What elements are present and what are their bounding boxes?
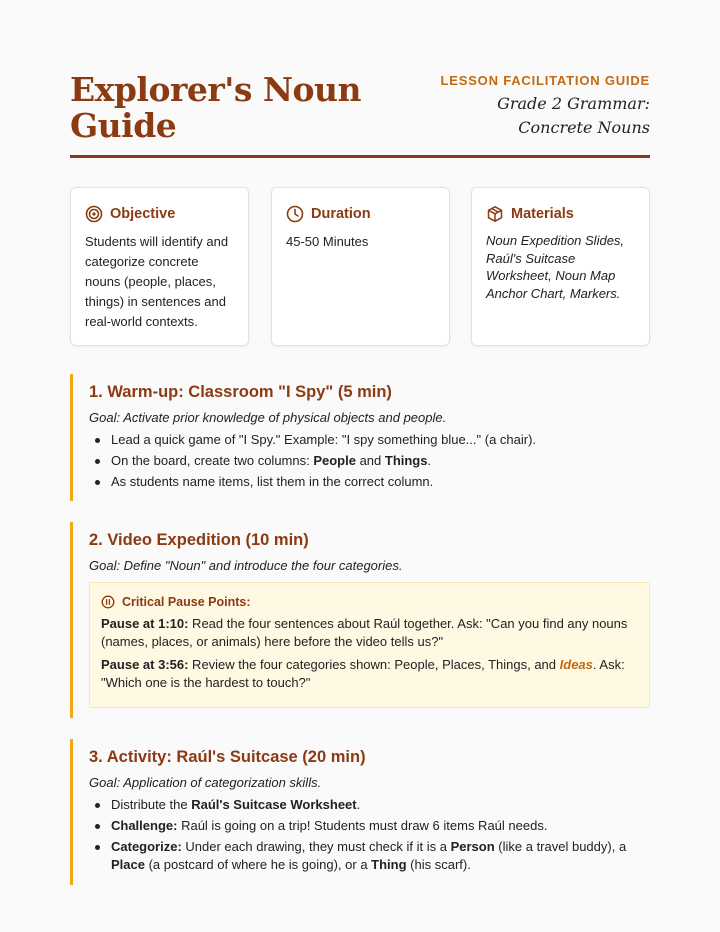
list-item: Categorize: Under each drawing, they must check if it is a Person (like a travel buddy), a Place (a postcard of where he is going), or a Thing (his scarf). — [89, 838, 650, 874]
pause-icon — [101, 595, 115, 609]
target-icon — [85, 205, 103, 223]
guide-label: LESSON FACILITATION GUIDE — [440, 73, 650, 88]
page-title: Explorer's Noun Guide — [70, 70, 362, 145]
list-item: Challenge: Raúl is going on a trip! Students must draw 6 items Raúl needs. — [89, 817, 650, 835]
activity-list — [89, 796, 650, 874]
materials-text: Noun Expedition Slides, Raúl's Suitcase Worksheet, Noun Map Anchor Chart, Markers. — [486, 233, 625, 301]
section-goal: Goal: Define "Noun" and introduce the four categories. — [89, 558, 403, 573]
warmup-list — [89, 431, 650, 491]
list-item: Lead a quick game of "I Spy." Example: "I spy something blue..." (a chair). — [89, 431, 650, 449]
objective-text: Students will identify and categorize concrete nouns (people, places, things) in sentences and real-world contexts. — [85, 234, 229, 329]
clock-icon — [286, 205, 304, 223]
card-title: Duration — [311, 206, 371, 222]
box-icon — [486, 205, 504, 223]
pause-point: Pause at 3:56: Review the four categories shown: People, Places, Things, and Ideas. Ask: "Which one is the hardest to touch?" — [101, 657, 625, 690]
section-title: 3. Activity: Raúl's Suitcase (20 min) — [89, 748, 366, 766]
list-item: As students name items, list them in the correct column. — [89, 473, 650, 491]
video-section — [70, 522, 650, 718]
pause-points-callout — [89, 582, 650, 708]
section-goal: Goal: Application of categorization skills. — [89, 775, 322, 790]
card-title: Materials — [511, 206, 574, 222]
duration-text: 45-50 Minutes — [286, 234, 369, 249]
activity-section — [70, 739, 650, 885]
pause-point: Pause at 1:10: Read the four sentences about Raúl together. Ask: "Can you find any nouns (names, places, or animals) here before the video tells us?" — [101, 616, 628, 649]
section-title: 1. Warm-up: Classroom "I Spy" (5 min) — [89, 383, 392, 401]
list-item: Distribute the Raúl's Suitcase Worksheet. — [89, 796, 650, 814]
materials-card — [471, 187, 650, 346]
page-header — [70, 72, 650, 158]
callout-title: Critical Pause Points: — [122, 595, 251, 609]
section-goal: Goal: Activate prior knowledge of physical objects and people. — [89, 410, 447, 425]
list-item: On the board, create two columns: People and Things. — [89, 452, 650, 470]
lesson-subtitle: Grade 2 Grammar: Concrete Nouns — [497, 94, 650, 137]
duration-card — [271, 187, 450, 346]
card-title: Objective — [110, 206, 176, 222]
warmup-section — [70, 374, 650, 501]
section-title: 2. Video Expedition (10 min) — [89, 531, 309, 549]
objective-card — [70, 187, 249, 346]
